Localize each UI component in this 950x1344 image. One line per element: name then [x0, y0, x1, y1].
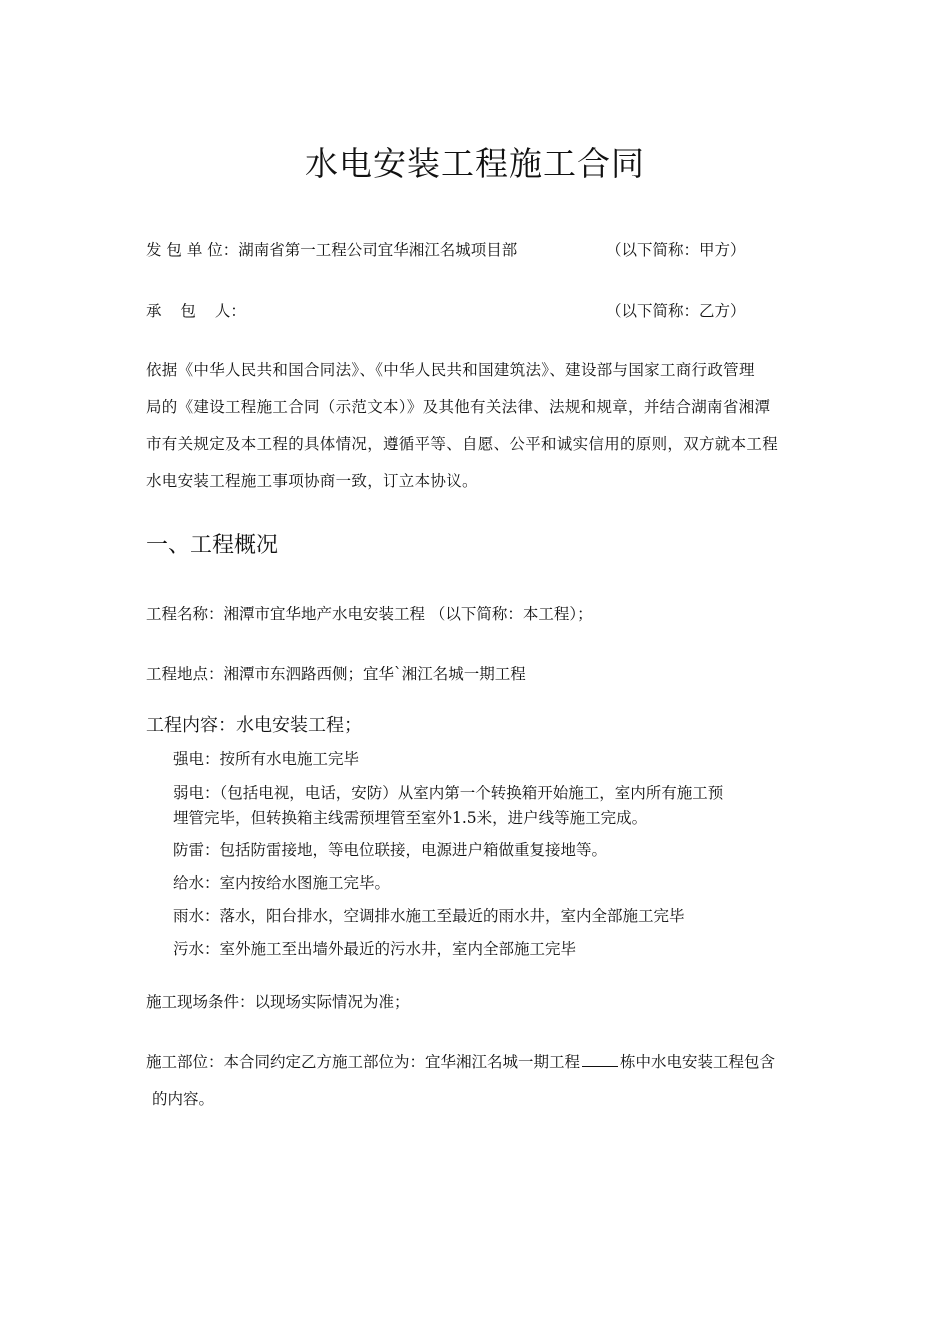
building-number-blank [582, 1054, 618, 1067]
project-content: 工程内容：水电安装工程； [146, 715, 362, 736]
item-weak-current-line-1: 弱电：（包括电视，电话，安防）从室内第一个转换箱开始施工，室内所有施工预 [173, 784, 724, 802]
intro-line-2: 局的《建设工程施工合同（示范文本）》及其他有关法律、法规和规章，并结合湖南省湘潭 [146, 398, 771, 416]
intro-line-1: 依据《中华人民共和国合同法》、《中华人民共和国建筑法》、建设部与国家工商行政管理 [146, 361, 755, 379]
project-location: 工程地点：湘潭市东泗路西侧；宜华`湘江名城一期工程 [146, 665, 526, 683]
party-a-label: 发 包 单 位： [146, 241, 239, 259]
scope-text-part-1: 施工部位：本合同约定乙方施工部位为：宜华湘江名城一期工程 [146, 1053, 581, 1071]
section-1-heading: 一、工程概况 [146, 533, 279, 558]
document-title: 水电安装工程施工合同 [305, 144, 645, 183]
party-a-line [146, 238, 517, 260]
party-a-value: 湖南省第一工程公司宜华湘江名城项目部 [238, 241, 518, 259]
item-strong-current: 强电：按所有水电施工完毕 [173, 750, 360, 768]
intro-line-4: 水电安装工程施工事项协商一致，订立本协议。 [146, 472, 478, 490]
scope-text-part-2: 栋中水电安装工程包含 [620, 1053, 776, 1071]
party-a-alias: （以下简称：甲方） [606, 241, 746, 259]
party-b-alias: （以下简称：乙方） [606, 302, 746, 320]
project-name: 工程名称：湘潭市宜华地产水电安装工程 （以下简称：本工程）； [146, 605, 593, 623]
scope-line-2: 的内容。 [152, 1090, 215, 1108]
item-sewage: 污水：室外施工至出墙外最近的污水井，室内全部施工完毕 [173, 940, 577, 958]
intro-line-3: 市有关规定及本工程的具体情况，遵循平等、自愿、公平和诚实信用的原则，双方就本工程 [146, 435, 779, 453]
party-b-label: 承 包 人： [146, 302, 246, 320]
site-conditions: 施工现场条件：以现场实际情况为准； [146, 993, 410, 1011]
item-weak-current-line-2: 埋管完毕，但转换箱主线需预埋管至室外1.5米，进户线等施工完成。 [173, 809, 648, 827]
scope-line-1 [146, 1050, 775, 1072]
item-rain-water: 雨水：落水，阳台排水，空调排水施工至最近的雨水井，室内全部施工完毕 [173, 907, 685, 925]
item-water-supply: 给水：室内按给水图施工完毕。 [173, 874, 391, 892]
item-lightning: 防雷：包括防雷接地，等电位联接，电源进户箱做重复接地等。 [173, 841, 608, 859]
